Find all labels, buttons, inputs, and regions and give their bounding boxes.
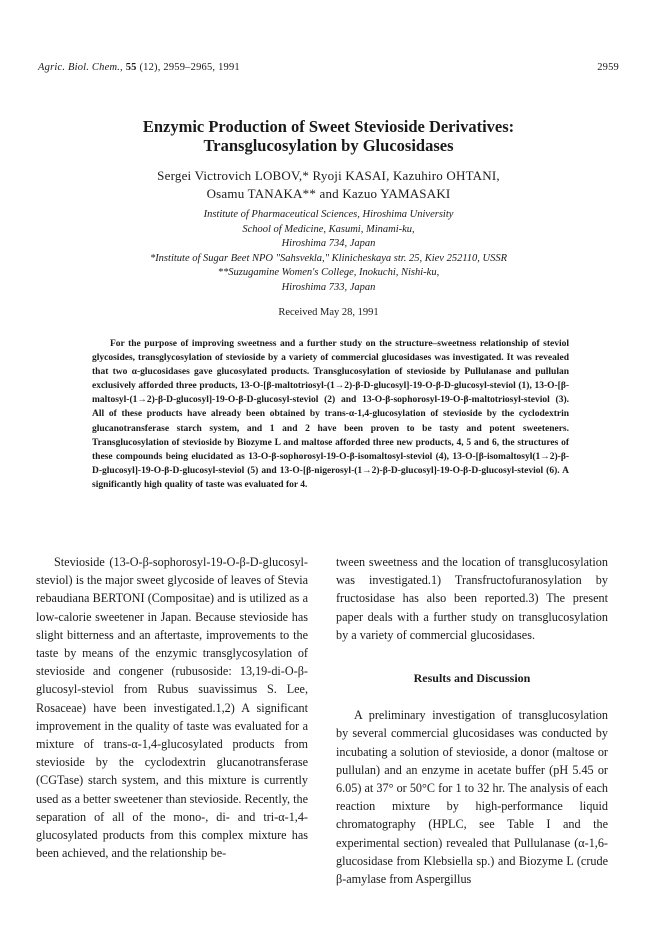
abstract-text: For the purpose of improving sweetness and a further study on the structure–sweetness relationship of steviol glycosides, transglycosylation of stevioside by a variety of commercial glucosidases was investigated. It was revealed that two α-glucosidases gave glucosylated products. Transglucosylation of stevioside by Pullulanase and pullulan exclusively afforded three products, 13-O-[β-maltotriosyl-(1→2)-β-D-glucosyl]-19-O-β-D-glucosyl-steviol (1), 13-O-[β-maltosyl-(1→2)-β-D-glucosyl]-19-O-β-D-glucosyl-steviol (2) and 13-O-β-sophorosyl-19-O-β-maltotriosyl-steviol (3). All of these products have already been obtained by trans-α-1,4-glucosylation of stevioside by the cyclodextrin glucanotransferase starch system, and 1 and 2 have been proven to be tasty and potent sweeteners. Transglucosylation of stevioside by Biozyme L and maltose afforded three new products, 4, 5 and 6, the structures of these compounds being elucidated as 13-O-β-sophorosyl-19-O-β-isomaltosyl-steviol (4), 13-O-[β-isomaltosyl(1→2)-β-D-glucosyl]-19-O-β-D-glucosyl-steviol (5) and 13-O-[β-nigerosyl-(1→2)-β-D-glucosyl]-19-O-β-D-glucosyl-steviol (6). A significantly high quality of taste was evaluated for 4.: [92, 339, 569, 490]
body-paragraph: Stevioside (13-O-β-sophorosyl-19-O-β-D-glucosyl-steviol) is the major sweet glycoside of leaves of Stevia rebaudiana BERTONI (Compositae) and is utilized as a low-calorie sweetener in Japan. Because stevioside has slight bitterness and an aftertaste, improvements to the taste by means of the enzymic transglycosylation of stevioside and congener (rubusoside: 13,19-di-O-β-glucosyl-steviol from Rubus suavissimus S. Lee, Rosaceae) have been investigated.1,2) A significant improvement in the quality of taste was evaluated for a mixture of trans-α-1,4-glucosylated products from stevioside by the cyclodextrin glucanotransferase (CGTase) starch system, and this mixture is currently used as a better sweetener than stevioside. Recently, the separation of all of the mono-, di- and tri-α-1,4-glucosylated products from this complex mixture has been achieved, and the relationship be-: [36, 555, 308, 861]
paper-title: [60, 117, 597, 155]
affiliation-line: *Institute of Sugar Beet NPO "Sahsvekla," Klinicheskaya str. 25, Kiev 252110, USSR: [149, 252, 508, 264]
page-number: 2959: [597, 62, 619, 73]
running-head: [38, 62, 619, 78]
journal-name: Agric. Biol. Chem.,: [38, 62, 123, 73]
affiliation-line: Hiroshima 733, Japan: [281, 281, 376, 293]
affiliations: [40, 208, 617, 295]
section-heading: Results and Discussion: [413, 671, 531, 686]
body-paragraph: A preliminary investigation of transglucosylation by several commercial glucosidases was conducted by incubating a solution of stevioside, a donor (maltose or pullulan) and an enzyme in acetate buffer (pH 5.45 or 6.05) at 37° or 50°C for 1 to 32 hr. The analysis of each reaction mixture by high-performance liquid chromatography (HPLC, see Table I and the experimental section) revealed that Pullulanase (α-1,6-glucosidase from Klebsiella sp.) and Biozyme L (crude β-amylase from Aspergillus: [336, 708, 608, 887]
paper-title-line-2: Transglucosylation by Glucosidases: [203, 136, 454, 155]
affiliation-line: **Suzugamine Women's College, Inokuchi, Nishi-ku,: [217, 267, 440, 278]
author-list: [60, 167, 597, 203]
author-line-1: Sergei Victrovich LOBOV,* Ryoji KASAI, Kazuhiro OHTANI,: [157, 168, 500, 183]
paper-title-line-1: Enzymic Production of Sweet Stevioside Derivatives:: [142, 117, 515, 136]
body-column-right: [336, 553, 608, 888]
affiliation-line: Hiroshima 734, Japan: [281, 238, 376, 249]
body-column-left: [36, 553, 308, 862]
abstract: [92, 337, 569, 492]
body-paragraph: tween sweetness and the location of transglucosylation was investigated.1) Transfructofuranosylation by fructosidase has also been reported.3) The present paper deals with a further study on transglucosylation by a variety of commercial glucosidases.: [336, 555, 608, 642]
journal-citation: [38, 62, 240, 73]
journal-volume: 55: [125, 62, 137, 73]
received-date: Received May 28, 1991: [278, 307, 379, 318]
affiliation-line: Institute of Pharmaceutical Sciences, Hiroshima University: [203, 209, 454, 220]
journal-issue-pages: (12), 2959–2965, 1991: [139, 62, 240, 73]
affiliation-line: School of Medicine, Kasumi, Minami-ku,: [242, 223, 415, 235]
author-line-2: Osamu TANAKA** and Kazuo YAMASAKI: [206, 186, 451, 201]
